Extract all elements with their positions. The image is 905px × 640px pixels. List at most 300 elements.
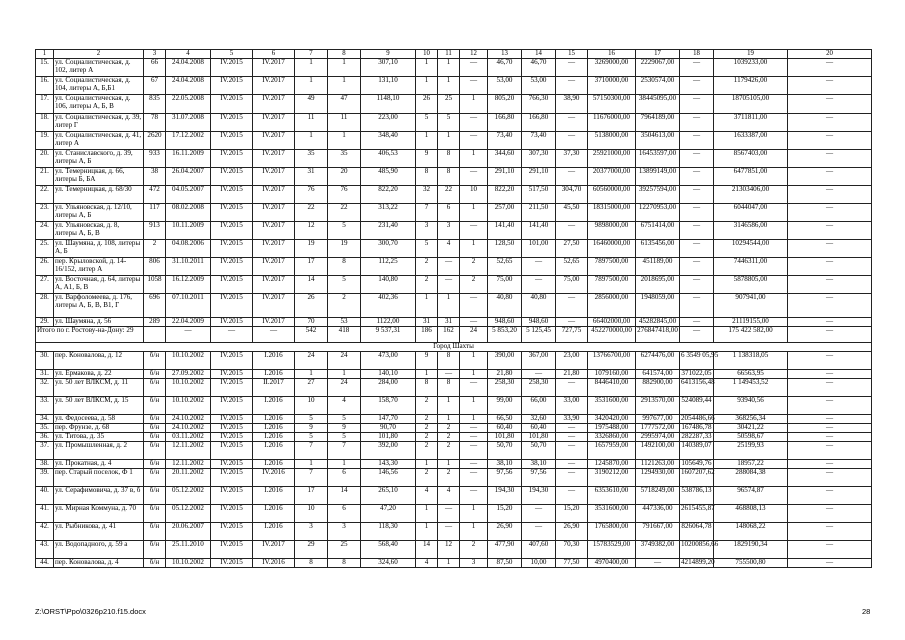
table-cell: 20377000,00 [588, 168, 636, 186]
table-cell: 407,60 [522, 540, 556, 558]
table-cell: IV.2015 [211, 276, 253, 294]
table-cell: 21,80 [488, 369, 522, 378]
table-cell: — [788, 351, 872, 369]
table-cell: ул. Рыбникова, д. 41 [54, 522, 144, 540]
table-cell: — [522, 369, 556, 378]
table-cell: 22 [438, 186, 460, 204]
table-cell: 10294544,00 [714, 240, 788, 258]
table-cell: 4970400,00 [588, 558, 636, 567]
table-cell: 4214899,20 [681, 557, 715, 566]
table-cell: 9 [416, 150, 438, 168]
table-cell: — [680, 240, 714, 258]
table-cell: 05.12.2002 [166, 504, 211, 522]
table-cell: 7 [295, 441, 328, 459]
table-cell: — [460, 441, 488, 459]
table-cell: 131,10 [361, 77, 416, 95]
table-cell: — [788, 222, 872, 240]
table-row [36, 441, 872, 459]
table-cell: 10.10.2002 [166, 351, 211, 369]
table-cell: ул. Социалистическая, д. 102, литер А [54, 59, 144, 77]
table-row [36, 258, 872, 276]
table-cell: 27.09.2002 [166, 369, 211, 378]
table-cell: 367,00 [522, 351, 556, 369]
table-cell: 194,30 [522, 486, 556, 504]
table-cell: — [460, 432, 488, 441]
table-cell: 17.12.2002 [166, 132, 211, 150]
table-cell: IV.2015 [211, 522, 253, 540]
table-cell: 117 [144, 204, 166, 222]
table-cell: 3 [460, 558, 488, 567]
table-cell: 1 [295, 459, 328, 468]
table-cell: 22.04.2009 [166, 318, 211, 327]
table-cell: 1 [460, 504, 488, 522]
table-cell: 194,30 [488, 486, 522, 504]
table-cell: 10.10.2002 [166, 558, 211, 567]
table-cell: 37. [36, 441, 54, 459]
table-cell: 10.10.2002 [166, 378, 211, 396]
table-cell: 21. [36, 168, 54, 186]
table-cell: ул. Социалистическая, д. 104, литеры А, Б,Б1 [54, 77, 144, 95]
table-cell: — [460, 294, 488, 318]
table-cell: б/н [144, 369, 166, 378]
table-cell: 2018695,00 [636, 276, 680, 294]
table-cell: 390,00 [488, 351, 522, 369]
table-cell: 5138000,00 [588, 132, 636, 150]
table-cell: 5 [328, 414, 361, 423]
total-row [36, 327, 872, 343]
table-cell: — [438, 258, 460, 276]
table-cell: 24.10.2002 [166, 423, 211, 432]
table-cell: — [556, 441, 588, 459]
table-cell: ул. Федосеева, д. 58 [54, 414, 144, 423]
table-cell: 371022,05 [681, 368, 712, 377]
table-cell: 7964189,00 [636, 114, 680, 132]
table-cell: IV.2015 [211, 369, 253, 378]
table-cell: 1 [416, 59, 438, 77]
table-cell: 1 [295, 132, 328, 150]
table-cell: пер. Старый поселок, Ф 1 [54, 468, 144, 486]
table-cell: 2 [438, 423, 460, 432]
table-cell: 24.04.2008 [166, 77, 211, 95]
table-cell: 6353610,00 [588, 486, 636, 504]
table-cell: IV.2015 [211, 318, 253, 327]
table-cell: 24 [295, 351, 328, 369]
table-cell: 1 [416, 294, 438, 318]
table-cell: 4 [438, 486, 460, 504]
table-cell: 2 [144, 240, 166, 258]
table-cell: — [788, 468, 872, 486]
table-cell: ул. Социалистическая, д. 106, литеры А, Б, В [54, 95, 144, 114]
table-cell: IV.2017 [253, 318, 295, 327]
table-cell: 87,50 [488, 558, 522, 567]
table-cell: 2 [438, 441, 460, 459]
table-cell: 112,25 [361, 258, 416, 276]
table-cell: ул. Мирная Коммуна, д. 70 [54, 504, 144, 522]
table-cell: IV.2017 [253, 258, 295, 276]
table-cell: 791667,00 [636, 522, 680, 540]
table-cell: 148068,22 [714, 522, 788, 540]
total-cell: 542 [295, 327, 328, 343]
table-cell: 21303406,00 [714, 186, 788, 204]
table-cell: 7446311,00 [714, 258, 788, 276]
table-cell: IV.2015 [211, 59, 253, 77]
table-row [36, 222, 872, 240]
table-cell: 696 [144, 294, 166, 318]
table-cell: 10 [460, 186, 488, 204]
table-cell: 3 [328, 522, 361, 540]
table-cell: 50,70 [522, 441, 556, 459]
table-cell: 291,10 [522, 168, 556, 186]
table-cell: IV.2015 [211, 432, 253, 441]
table-cell: 3269000,00 [588, 59, 636, 77]
table-cell: — [788, 504, 872, 522]
table-cell: — [556, 432, 588, 441]
table-cell: 8 [438, 168, 460, 186]
table-cell: 7897500,00 [588, 258, 636, 276]
table-cell: 78 [144, 114, 166, 132]
column-number: 3 [144, 50, 166, 59]
table-cell: 3531600,00 [588, 504, 636, 522]
table-cell: IV.2015 [211, 396, 253, 414]
table-cell: 1 [328, 369, 361, 378]
table-cell: 1777572,00 [636, 423, 680, 432]
table-cell: 2 [416, 396, 438, 414]
table-cell: 402,36 [361, 294, 416, 318]
table-cell: — [788, 432, 872, 441]
table-cell: 10 [295, 396, 328, 414]
table-cell: 41. [36, 504, 54, 522]
column-number: 18 [680, 50, 714, 59]
table-cell: 30. [36, 351, 54, 369]
table-cell: 1 [460, 351, 488, 369]
table-cell: 6413156,48 [680, 378, 714, 396]
column-number: 11 [438, 50, 460, 59]
table-cell: 2 [416, 423, 438, 432]
table-cell: 8 [295, 558, 328, 567]
table-cell: IV.2015 [211, 222, 253, 240]
table-cell: IV.2017 [253, 168, 295, 186]
table-cell: 231,40 [361, 222, 416, 240]
table-cell: IV.2017 [253, 222, 295, 240]
table-cell: 5 [438, 114, 460, 132]
table-cell: ул. Темерницкая, д. 66, литеры Б, БА [54, 168, 144, 186]
table-row [36, 276, 872, 294]
table-cell: 3 [416, 222, 438, 240]
table-row [36, 540, 872, 558]
table-cell: 34. [36, 414, 54, 423]
table-cell: — [680, 276, 714, 294]
table-cell: 15,20 [488, 504, 522, 522]
table-cell: IV.2017 [253, 186, 295, 204]
table-cell: IV.2017 [253, 59, 295, 77]
table-cell: — [680, 150, 714, 168]
column-number: 19 [714, 50, 788, 59]
table-cell: 291,10 [488, 168, 522, 186]
table-cell: IV.2017 [253, 240, 295, 258]
table-cell: I.2016 [253, 369, 295, 378]
table-cell: 143,30 [361, 459, 416, 468]
table-cell: — [788, 486, 872, 504]
table-cell: 18315000,00 [588, 204, 636, 222]
column-number: 13 [488, 50, 522, 59]
table-cell: 128,50 [488, 240, 522, 258]
table-cell: 282287,33 [681, 431, 712, 440]
table-cell: 3711811,00 [714, 114, 788, 132]
table-cell: 14 [416, 540, 438, 558]
table-cell: 140389,07 [680, 441, 714, 459]
table-cell: IV.2016 [253, 468, 295, 486]
table-cell: 1 [416, 459, 438, 468]
table-cell: 307,10 [361, 59, 416, 77]
table-row [36, 77, 872, 95]
table-cell: 08.02.2008 [166, 204, 211, 222]
table-cell: — [556, 318, 588, 327]
table-cell: 1 [328, 459, 361, 468]
table-cell: 24. [36, 222, 54, 240]
table-cell: 66,00 [522, 396, 556, 414]
table-cell: 6751414,00 [636, 222, 680, 240]
table-cell: 211,50 [522, 204, 556, 222]
table-cell: 25199,93 [714, 441, 788, 459]
table-cell: 57150300,00 [588, 95, 636, 114]
table-cell: — [788, 150, 872, 168]
table-row [36, 468, 872, 486]
total-cell [144, 327, 166, 343]
table-cell: 166,80 [488, 114, 522, 132]
table-cell: 805,20 [488, 95, 522, 114]
table-cell: 1245870,00 [588, 459, 636, 468]
table-cell: б/н [144, 414, 166, 423]
table-cell: 38. [36, 459, 54, 468]
table-cell: — [788, 258, 872, 276]
table-cell: 5878805,00 [714, 276, 788, 294]
table-cell: — [788, 459, 872, 468]
table-cell: 1 [295, 369, 328, 378]
table-cell: 118,30 [361, 522, 416, 540]
table-cell: IV.2017 [253, 276, 295, 294]
table-cell: 2 [416, 414, 438, 423]
table-cell: 1607207,62 [680, 468, 714, 486]
table-cell: пер. Коновалова, д. 4 [54, 558, 144, 567]
table-cell: 3420420,00 [588, 414, 636, 423]
table-cell: 19 [328, 240, 361, 258]
table-cell: 344,60 [488, 150, 522, 168]
table-cell: 822,20 [488, 186, 522, 204]
table-cell: 31.07.2008 [166, 114, 211, 132]
table-cell: 2 [460, 540, 488, 558]
table-cell: 1 [438, 414, 460, 423]
table-cell: 9 [295, 423, 328, 432]
table-cell: 2 [438, 468, 460, 486]
table-cell: 1 [438, 132, 460, 150]
table-cell: 5 [328, 222, 361, 240]
table-cell: — [522, 276, 556, 294]
table-cell: 16.11.2009 [166, 150, 211, 168]
table-cell: 307,30 [522, 150, 556, 168]
table-cell: 284,00 [361, 378, 416, 396]
table-cell: 368256,34 [714, 414, 788, 423]
table-cell: 3504613,00 [636, 132, 680, 150]
table-row [36, 294, 872, 318]
table-cell: 166,80 [522, 114, 556, 132]
table-cell: IV.2017 [253, 95, 295, 114]
table-cell: 8567403,00 [714, 150, 788, 168]
table-cell: 6 [328, 468, 361, 486]
table-cell: — [556, 132, 588, 150]
table-cell: 60,40 [488, 423, 522, 432]
table-cell: IV.2015 [211, 186, 253, 204]
table-cell: 2054486,66 [681, 413, 715, 422]
table-row [36, 59, 872, 77]
total-label: Итого по г. Ростову-на-Дону: 29 [36, 327, 144, 343]
table-cell: 147,70 [361, 414, 416, 423]
table-cell: IV.2017 [253, 150, 295, 168]
table-cell: — [788, 132, 872, 150]
column-number: 2 [54, 50, 144, 59]
table-cell: 16. [36, 77, 54, 95]
total-cell: 276847418,00 [636, 327, 680, 343]
table-cell: 22 [328, 204, 361, 222]
table-cell: 8 [328, 558, 361, 567]
table-row [36, 378, 872, 396]
table-cell: 2530574,00 [636, 77, 680, 95]
table-cell: — [460, 459, 488, 468]
table-cell: 641574,00 [636, 369, 680, 378]
table-cell: 1 [460, 414, 488, 423]
table-cell: — [460, 486, 488, 504]
table-cell: 31.10.2011 [166, 258, 211, 276]
table-cell: IV.2015 [211, 378, 253, 396]
table-cell: 8 [416, 168, 438, 186]
table-cell: 2 [460, 258, 488, 276]
table-cell: 18957,22 [714, 459, 788, 468]
table-cell: — [788, 204, 872, 222]
table-cell: ул. Шаумяна, д. 56 [54, 318, 144, 327]
table-cell: 27 [295, 378, 328, 396]
table-cell: пер. Крыловской, д. 14-16/152, литер А [54, 258, 144, 276]
total-cell: 24 [460, 327, 488, 343]
table-cell: 19. [36, 132, 54, 150]
table-cell: 1 [460, 369, 488, 378]
table-cell: 1294930,00 [636, 468, 680, 486]
table-cell: — [556, 114, 588, 132]
column-number: 9 [361, 50, 416, 59]
table-cell: — [556, 59, 588, 77]
column-number: 14 [522, 50, 556, 59]
table-cell: 26 [416, 95, 438, 114]
table-cell: IV.2017 [253, 132, 295, 150]
table-cell: 04.05.2007 [166, 186, 211, 204]
table-cell: 4 [416, 558, 438, 567]
table-cell: 17. [36, 95, 54, 114]
table-cell: 8446410,00 [588, 378, 636, 396]
table-cell: 1 [295, 59, 328, 77]
table-row [36, 396, 872, 414]
table-cell: 524089,44 [680, 396, 714, 414]
table-cell: 4 [438, 240, 460, 258]
table-cell: 14 [295, 276, 328, 294]
table-cell: — [788, 240, 872, 258]
table-cell: — [556, 378, 588, 396]
table-cell: 4 [416, 486, 438, 504]
table-cell: б/н [144, 459, 166, 468]
table-cell: I.2016 [253, 423, 295, 432]
table-cell: 31. [36, 369, 54, 378]
table-cell: 826064,78 [680, 522, 714, 540]
table-cell: б/н [144, 486, 166, 504]
table-cell: 304,70 [556, 186, 588, 204]
table-cell: ул. 50 лет ВЛКСМ, д. 15 [54, 396, 144, 414]
table-cell: 933 [144, 150, 166, 168]
table-cell: — [680, 114, 714, 132]
table-cell: IV.2017 [253, 114, 295, 132]
table-cell: 30421,22 [714, 423, 788, 432]
column-number: 17 [636, 50, 680, 59]
table-cell: 568,40 [361, 540, 416, 558]
table-cell: 90,70 [361, 423, 416, 432]
table-cell: пер. Коновалова, д. 12 [54, 351, 144, 369]
table-cell: 8 [416, 378, 438, 396]
table-cell: 3749382,00 [636, 540, 680, 558]
table-cell: 5 [416, 114, 438, 132]
table-cell: 313,22 [361, 204, 416, 222]
table-cell: 40,80 [522, 294, 556, 318]
table-cell: 300,70 [361, 240, 416, 258]
table-cell: ул. Социалистическая, д. 39, литер Г [54, 114, 144, 132]
table-cell: 8 [438, 150, 460, 168]
table-cell: 7 [328, 441, 361, 459]
table-cell: — [680, 222, 714, 240]
table-cell: I.2016 [253, 441, 295, 459]
table-cell: — [680, 77, 714, 95]
table-cell: IV.2017 [253, 204, 295, 222]
table-cell: — [680, 95, 714, 114]
table-cell: ул. Серафимовича, д. 37 в, б [54, 486, 144, 504]
table-cell: 77,50 [556, 558, 588, 567]
table-cell: — [460, 423, 488, 432]
table-cell: 20.06.2007 [166, 522, 211, 540]
table-cell: 15. [36, 59, 54, 77]
table-cell: 1 [460, 95, 488, 114]
table-cell: 2 [416, 276, 438, 294]
table-cell: 47 [328, 95, 361, 114]
table-cell: б/н [144, 468, 166, 486]
table-cell: 406,53 [361, 150, 416, 168]
table-cell: 5 [328, 276, 361, 294]
total-cell: 5 125,45 [522, 327, 556, 343]
table-cell: 38,90 [556, 95, 588, 114]
table-cell: 26,90 [488, 522, 522, 540]
table-cell: б/н [144, 441, 166, 459]
table-cell: 101,80 [361, 432, 416, 441]
table-cell: 1 [438, 77, 460, 95]
table-cell: 44. [36, 558, 54, 567]
table-cell: б/н [144, 558, 166, 567]
table-cell: 18705105,00 [714, 95, 788, 114]
table-cell: 52,65 [488, 258, 522, 276]
table-cell: 1633387,00 [714, 132, 788, 150]
table-cell: 2 [416, 432, 438, 441]
table-cell: 70 [295, 318, 328, 327]
column-number: 1 [36, 50, 54, 59]
total-cell: — [166, 327, 211, 343]
table-cell: ул. Шаумяна, д. 108, литеры А, Б [54, 240, 144, 258]
table-cell: — [788, 59, 872, 77]
table-cell: 19 [295, 240, 328, 258]
table-cell: ул. Промышленная, д. 2 [54, 441, 144, 459]
table-cell: 99,00 [488, 396, 522, 414]
column-number: 6 [253, 50, 295, 59]
